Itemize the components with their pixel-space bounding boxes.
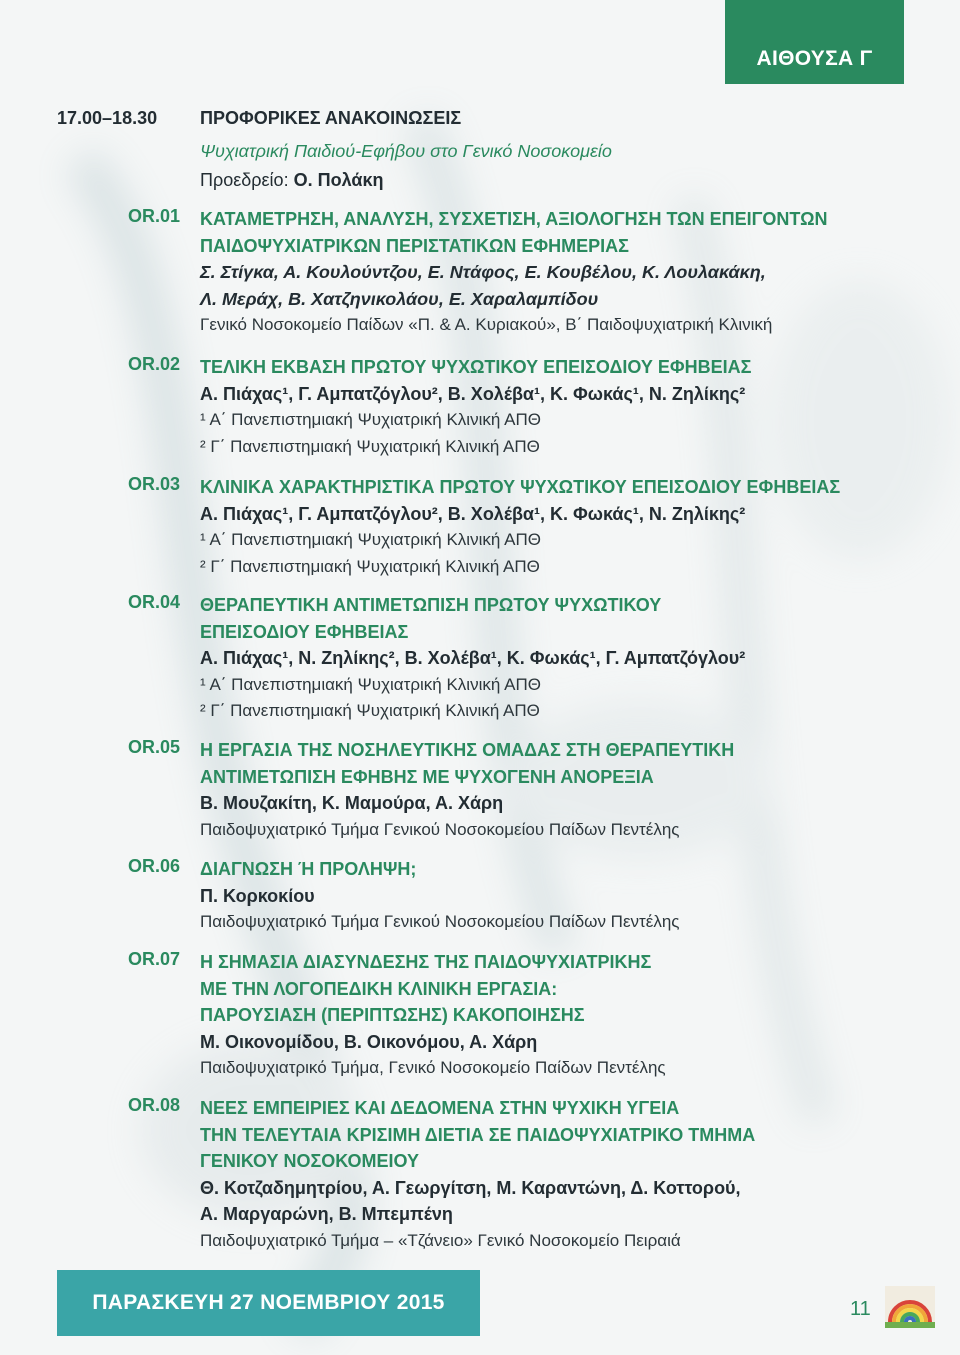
presentation-affiliation: Παιδοψυχιατρικό Τμήμα Γενικού Νοσοκομείου Παίδων Πεντέλης (200, 819, 680, 839)
presentation-code: OR.05 (128, 737, 181, 757)
room-badge: ΑΙΘΟΥΣΑ Γ (725, 0, 904, 84)
presentation-code: OR.02 (128, 354, 181, 374)
presentation-title: ΤΗΝ ΤΕΛΕΥΤΑΙΑ ΚΡΙΣΙΜΗ ΔΙΕΤΙΑ ΣΕ ΠΑΙΔΟΨΥΧΙΑΤΡΙΚΟ ΤΜΗΜΑ (200, 1124, 756, 1145)
presentation-title: ΜΕ ΤΗΝ ΛΟΓΟΠΕΔΙΚΗ ΚΛΙΝΙΚΗ ΕΡΓΑΣΙΑ: (200, 978, 558, 999)
presentation-authors: Α. Πιάχας¹, Ν. Ζηλίκης², Β. Χολέβα¹, Κ. Φωκάς¹, Γ. Αμπατζόγλου² (200, 648, 746, 668)
presentation-authors: Β. Μουζακίτη, Κ. Μαμούρα, Α. Χάρη (200, 793, 504, 813)
presentation-authors: Μ. Οικονομίδου, Β. Οικονόμου, Α. Χάρη (200, 1031, 538, 1052)
presentation-authors: Σ. Στίγκα, Α. Κουλούντζου, Ε. Ντάφος, Ε. Κουβέλου, Κ. Λουλακάκη, (200, 262, 766, 282)
presentation-affiliation: ² Γ΄ Πανεπιστημιακή Ψυχιατρική Κλινική ΑΠΘ (200, 701, 540, 720)
presentation-title: ΠΑΙΔΟΨΥΧΙΑΤΡΙΚΩΝ ΠΕΡΙΣΤΑΤΙΚΩΝ ΕΦΗΜΕΡΙΑΣ (200, 235, 629, 256)
presentation-authors: Α. Πιάχας¹, Γ. Αμπατζόγλου², Β. Χολέβα¹, Κ. Φωκάς¹, Ν. Ζηλίκης² (200, 503, 746, 524)
page-number: 11 (850, 1298, 871, 1320)
presentation-affiliation: ¹ Α΄ Πανεπιστημιακή Ψυχιατρική Κλινική ΑΠΘ (200, 410, 541, 429)
presentation-title: ΕΠΕΙΣΟΔΙΟΥ ΕΦΗΒΕΙΑΣ (200, 621, 409, 642)
presentation-affiliation: Παιδοψυχιατρικό Τμήμα, Γενικό Νοσοκομείο Παίδων Πεντέλης (200, 1058, 666, 1077)
presentation-affiliation: ² Γ΄ Πανεπιστημιακή Ψυχιατρική Κλινική ΑΠΘ (200, 556, 540, 576)
session-time: 17.00–18.30 (57, 108, 158, 128)
presentation-title: ΚΑΤΑΜΕΤΡΗΣΗ, ΑΝΑΛΥΣΗ, ΣΥΣΧΕΤΙΣΗ, ΑΞΙΟΛΟΓΗΣΗ ΤΩΝ ΕΠΕΙΓΟΝΤΩΝ (200, 209, 828, 229)
presentation-authors: Α. Πιάχας¹, Γ. Αμπατζόγλου², Β. Χολέβα¹, Κ. Φωκάς¹, Ν. Ζηλίκης² (200, 383, 746, 404)
presentation-authors: Α. Μαργαρώνη, Β. Μπεμπένη (200, 1204, 453, 1224)
presentation-title: Η ΣΗΜΑΣΙΑ ΔΙΑΣΥΝΔΕΣΗΣ ΤΗΣ ΠΑΙΔΟΨΥΧΙΑΤΡΙΚΗΣ (200, 952, 652, 972)
presentation-code: OR.03 (128, 474, 181, 494)
presentation-title: ΔΙΑΓΝΩΣΗ Ή ΠΡΟΛΗΨΗ; (200, 859, 417, 879)
presentation-code: OR.04 (128, 592, 181, 612)
presentation-title: ΘΕΡΑΠΕΥΤΙΚΗ ΑΝΤΙΜΕΤΩΠΙΣΗ ΠΡΩΤΟΥ ΨΥΧΩΤΙΚΟΥ (200, 595, 662, 615)
presentation-title: ΝΕΕΣ ΕΜΠΕΙΡΙΕΣ ΚΑΙ ΔΕΔΟΜΕΝΑ ΣΤΗΝ ΨΥΧΙΚΗ ΥΓΕΙΑ (200, 1098, 680, 1118)
presentation-affiliation: ¹ Α΄ Πανεπιστημιακή Ψυχιατρική Κλινική ΑΠΘ (200, 530, 541, 549)
chair-label: Προεδρείο: (200, 170, 289, 190)
chair-name: Ο. Πολάκη (293, 170, 384, 190)
presentation-code: OR.07 (128, 949, 181, 969)
session-header (0, 108, 960, 190)
presentation-affiliation: Γενικό Νοσοκομείο Παίδων «Π. & Α. Κυριακού», Β΄ Παιδοψυχιατρική Κλινική (200, 315, 773, 334)
presentation-affiliation: Παιδοψυχιατρικό Τμήμα Γενικού Νοσοκομείου Παίδων Πεντέλης (200, 912, 680, 931)
presentation-code: OR.01 (128, 206, 181, 226)
presentation-title: ΠΑΡΟΥΣΙΑΣΗ (ΠΕΡΙΠΤΩΣΗΣ) ΚΑΚΟΠΟΙΗΣΗΣ (200, 1005, 585, 1025)
presentation-title: Η ΕΡΓΑΣΙΑ ΤΗΣ ΝΟΣΗΛΕΥΤΙΚΗΣ ΟΜΑΔΑΣ ΣΤΗ ΘΕΡΑΠΕΥΤΙΚΗ (200, 740, 735, 760)
presentation-title: ΤΕΛΙΚΗ ΕΚΒΑΣΗ ΠΡΩΤΟΥ ΨΥΧΩΤΙΚΟΥ ΕΠΕΙΣΟΔΙΟΥ ΕΦΗΒΕΙΑΣ (200, 357, 752, 377)
presentation-code: OR.06 (128, 856, 181, 876)
presentation-authors: Π. Κορκοκίου (200, 885, 315, 906)
presentation-affiliation: Παιδοψυχιατρικό Τμήμα – «Τζάνειο» Γενικό Νοσοκομείο Πειραιά (200, 1230, 681, 1250)
session-title: ΠΡΟΦΟΡΙΚΕΣ ΑΝΑΚΟΙΝΩΣΕΙΣ (200, 108, 462, 128)
presentation-affiliation: ¹ Α΄ Πανεπιστημιακή Ψυχιατρική Κλινική ΑΠΘ (200, 674, 541, 694)
presentation-affiliation: ² Γ΄ Πανεπιστημιακή Ψυχιατρική Κλινική ΑΠΘ (200, 436, 540, 456)
rainbow-logo-icon (885, 1286, 935, 1328)
presentation-authors: Λ. Μεράχ, Β. Χατζηνικολάου, Ε. Χαραλαμπίδου (200, 288, 599, 309)
footer-date-banner: ΠΑΡΑΣΚΕΥΗ 27 ΝΟΕΜΒΡΙΟΥ 2015 (57, 1270, 480, 1336)
presentation-code: OR.08 (128, 1095, 181, 1115)
presentation-authors: Θ. Κοτζαδημητρίου, Α. Γεωργίτση, Μ. Καραντώνη, Δ. Κοττορού, (200, 1177, 741, 1198)
presentation-title: ΚΛΙΝΙΚΑ ΧΑΡΑΚΤΗΡΙΣΤΙΚΑ ΠΡΩΤΟΥ ΨΥΧΩΤΙΚΟΥ ΕΠΕΙΣΟΔΙΟΥ ΕΦΗΒΕΙΑΣ (200, 477, 841, 497)
presentation-title: ΓΕΝΙΚΟΥ ΝΟΣΟΚΟΜΕΙΟΥ (200, 1151, 419, 1171)
session-subtitle: Ψυχιατρική Παιδιού-Εφήβου στο Γενικό Νοσοκομείο (200, 141, 612, 161)
presentation-title: ΑΝΤΙΜΕΤΩΠΙΣΗ ΕΦΗΒΗΣ ΜΕ ΨΥΧΟΓΕΝΗ ΑΝΟΡΕΞΙΑ (200, 766, 654, 787)
session-chair (200, 170, 383, 191)
